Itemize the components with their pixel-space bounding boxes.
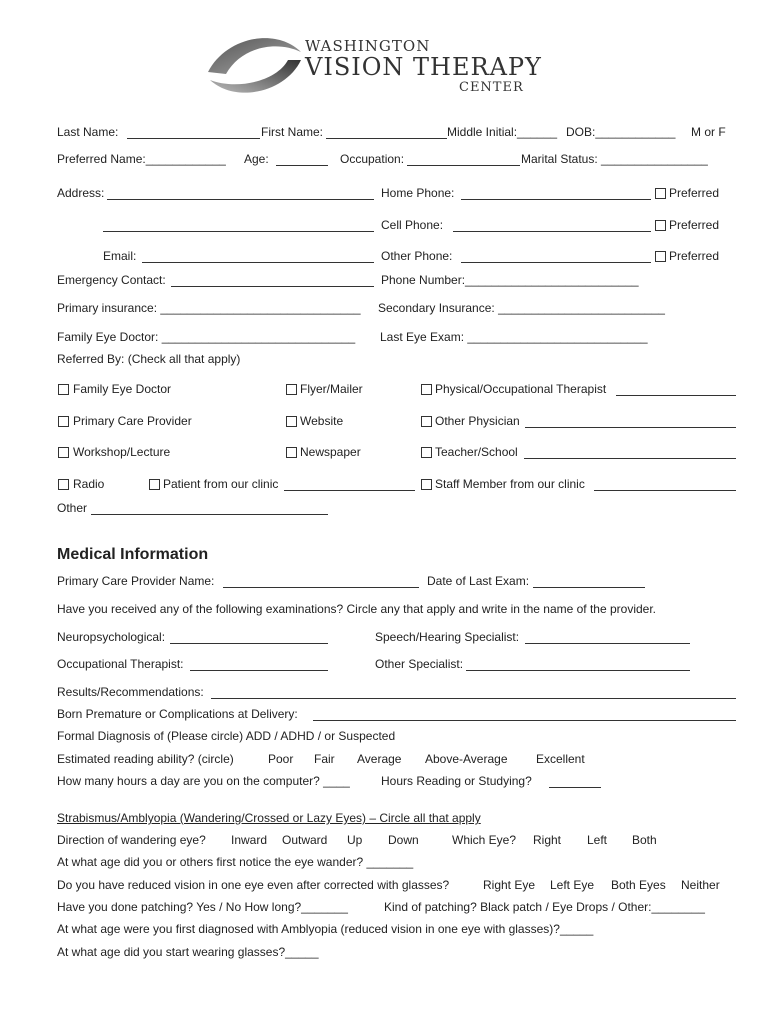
eye-option-right[interactable]: Right: [533, 833, 562, 847]
computer-hours-label: How many hours a day are you on the computer? ____: [57, 774, 350, 788]
address-field-1[interactable]: [107, 186, 374, 200]
preferred-label: Preferred: [669, 186, 720, 200]
patching-label: Have you done patching? Yes / No How long?_______: [57, 900, 348, 914]
cell-phone-field[interactable]: [453, 218, 651, 232]
speech-label: Speech/Hearing Specialist:: [375, 630, 520, 644]
cell-phone-preferred-checkbox[interactable]: [655, 220, 666, 231]
reading-hours-label: Hours Reading or Studying?: [381, 774, 532, 788]
phone-number-label: Phone Number:__________________________: [381, 273, 639, 287]
reading-ability-label: Estimated reading ability? (circle): [57, 752, 234, 766]
brand-line-2: VISION THERAPY: [305, 53, 542, 81]
family-eye-doctor-label: Family Eye Doctor: _____________________________: [57, 330, 356, 344]
reading-option-fair[interactable]: Fair: [314, 752, 335, 766]
preferred-label: Preferred: [669, 249, 720, 263]
pot-checkbox[interactable]: [421, 384, 432, 395]
teacher-option: Teacher/School: [435, 445, 518, 459]
reduced-vision-label: Do you have reduced vision in one eye even after corrected with glasses?: [57, 878, 450, 892]
preferred-name-label: Preferred Name:____________: [57, 152, 226, 166]
age-label: Age:: [244, 152, 269, 166]
middle-initial-label: Middle Initial:______: [447, 125, 558, 139]
sex-label: M or F: [691, 125, 726, 139]
workshop-checkbox[interactable]: [58, 447, 69, 458]
patient-clinic-option: Patient from our clinic: [163, 477, 279, 491]
direction-label: Direction of wandering eye?: [57, 833, 206, 847]
email-label: Email:: [103, 249, 137, 263]
other-phone-preferred-checkbox[interactable]: [655, 251, 666, 262]
eye-option-left[interactable]: Left: [587, 833, 608, 847]
glasses-age-label: At what age did you start wearing glasses?_____: [57, 945, 319, 959]
other-referral-label: Other: [57, 501, 88, 515]
address-field-2[interactable]: [103, 218, 374, 232]
staff-member-option: Staff Member from our clinic: [435, 477, 585, 491]
home-phone-label: Home Phone:: [381, 186, 455, 200]
last-name-field[interactable]: [127, 125, 260, 139]
other-physician-checkbox[interactable]: [421, 416, 432, 427]
notice-age-label: At what age did you or others first notice the eye wander? _______: [57, 855, 414, 869]
neuro-field[interactable]: [170, 630, 328, 644]
staff-member-checkbox[interactable]: [421, 479, 432, 490]
direction-option-down[interactable]: Down: [388, 833, 419, 847]
results-field[interactable]: [211, 685, 736, 699]
radio-option: Radio: [73, 477, 105, 491]
teacher-field[interactable]: [524, 445, 736, 459]
direction-option-inward[interactable]: Inward: [231, 833, 268, 847]
reading-option-above-average[interactable]: Above-Average: [425, 752, 508, 766]
pcp-name-field[interactable]: [223, 574, 419, 588]
other-referral-field[interactable]: [91, 501, 328, 515]
pot-field[interactable]: [616, 382, 736, 396]
other-specialist-label: Other Specialist:: [375, 657, 464, 671]
radio-checkbox[interactable]: [58, 479, 69, 490]
born-premature-label: Born Premature or Complications at Delivery:: [57, 707, 298, 721]
born-premature-field[interactable]: [313, 707, 736, 721]
family-eye-doctor-checkbox[interactable]: [58, 384, 69, 395]
medical-info-title: Medical Information: [57, 546, 209, 563]
ot-field[interactable]: [190, 657, 328, 671]
address-label: Address:: [57, 186, 105, 200]
last-name-label: Last Name:: [57, 125, 119, 139]
brand-line-1: WASHINGTON: [305, 37, 431, 55]
other-physician-option: Other Physician: [435, 414, 520, 428]
flyer-checkbox[interactable]: [286, 384, 297, 395]
primary-insurance-label: Primary insurance: ______________________________: [57, 301, 361, 315]
pot-option: Physical/Occupational Therapist: [435, 382, 607, 396]
home-phone-field[interactable]: [461, 186, 651, 200]
emergency-contact-field[interactable]: [171, 273, 374, 287]
cell-phone-label: Cell Phone:: [381, 218, 444, 232]
website-option: Website: [300, 414, 344, 428]
reading-hours-field[interactable]: [549, 774, 601, 788]
workshop-option: Workshop/Lecture: [73, 445, 171, 459]
amblyopia-age-label: At what age were you first diagnosed with Amblyopia (reduced vision in one eye with glasses)?_____: [57, 922, 594, 936]
which-eye-label: Which Eye?: [452, 833, 517, 847]
newspaper-option: Newspaper: [300, 445, 361, 459]
home-phone-preferred-checkbox[interactable]: [655, 188, 666, 199]
preferred-label: Preferred: [669, 218, 720, 232]
other-specialist-field[interactable]: [466, 657, 690, 671]
formal-diagnosis: Formal Diagnosis of (Please circle) ADD / ADHD / or Suspected: [57, 729, 396, 743]
marital-status-label: Marital Status: ________________: [521, 152, 708, 166]
website-checkbox[interactable]: [286, 416, 297, 427]
pcp-name-label: Primary Care Provider Name:: [57, 574, 215, 588]
emergency-contact-label: Emergency Contact:: [57, 273, 166, 287]
staff-member-field[interactable]: [594, 477, 736, 491]
other-phone-field[interactable]: [461, 249, 651, 263]
examinations-question: Have you received any of the following examinations? Circle any that apply and write in the name of the provider.: [57, 602, 657, 616]
occupation-field[interactable]: [407, 152, 520, 166]
reading-option-poor[interactable]: Poor: [268, 752, 294, 766]
other-physician-field[interactable]: [525, 414, 736, 428]
occupation-label: Occupation:: [340, 152, 405, 166]
direction-option-outward[interactable]: Outward: [282, 833, 328, 847]
first-name-label: First Name:: [261, 125, 324, 139]
pcp-option: Primary Care Provider: [73, 414, 192, 428]
first-name-field[interactable]: [326, 125, 447, 139]
results-label: Results/Recommendations:: [57, 685, 204, 699]
teacher-checkbox[interactable]: [421, 447, 432, 458]
secondary-insurance-label: Secondary Insurance: _________________________: [378, 301, 665, 315]
pcp-checkbox[interactable]: [58, 416, 69, 427]
patient-clinic-checkbox[interactable]: [149, 479, 160, 490]
last-eye-exam-label: Last Eye Exam: ___________________________: [380, 330, 648, 344]
eye-option-both[interactable]: Both: [632, 833, 657, 847]
reading-option-excellent[interactable]: Excellent: [536, 752, 585, 766]
rv-option-left-eye[interactable]: Left Eye: [550, 878, 595, 892]
rv-option-neither[interactable]: Neither: [681, 878, 720, 892]
neuro-label: Neuropsychological:: [57, 630, 166, 644]
flyer-option: Flyer/Mailer: [300, 382, 363, 396]
date-last-exam-field[interactable]: [533, 574, 645, 588]
brand-line-3: CENTER: [459, 80, 524, 95]
rv-option-both-eyes[interactable]: Both Eyes: [611, 878, 666, 892]
date-last-exam-label: Date of Last Exam:: [427, 574, 530, 588]
reading-option-average[interactable]: Average: [357, 752, 402, 766]
family-eye-doctor-option: Family Eye Doctor: [73, 382, 172, 396]
rv-option-right-eye[interactable]: Right Eye: [483, 878, 536, 892]
age-field[interactable]: [276, 152, 328, 166]
strabismus-heading: Strabismus/Amblyopia (Wandering/Crossed or Lazy Eyes) – Circle all that apply: [57, 811, 481, 825]
other-phone-label: Other Phone:: [381, 249, 453, 263]
referred-heading: Referred By: (Check all that apply): [57, 352, 241, 366]
ot-label: Occupational Therapist:: [57, 657, 184, 671]
speech-field[interactable]: [525, 630, 690, 644]
email-field[interactable]: [142, 249, 374, 263]
newspaper-checkbox[interactable]: [286, 447, 297, 458]
direction-option-up[interactable]: Up: [347, 833, 363, 847]
kind-patching-label: Kind of patching? Black patch / Eye Drops / Other:________: [384, 900, 705, 914]
dob-label: DOB:____________: [566, 125, 676, 139]
patient-clinic-field[interactable]: [284, 477, 415, 491]
